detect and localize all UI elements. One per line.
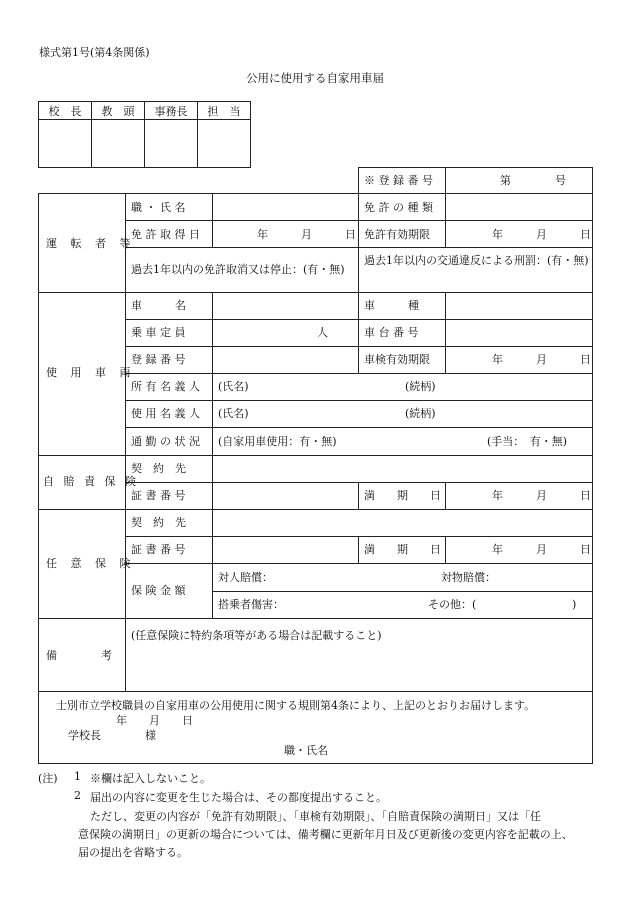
note-2-line-3: 意保険の満期日」の更新の場合については、備考欄に更新年月日及び更新後の変更内容を記載の上、 bbox=[78, 828, 573, 841]
declaration-text: 士別市立学校職員の自家用車の公用使用に関する規則第4条により、上記のとおりお届けします。 bbox=[56, 699, 536, 712]
compulsory-cert-label: 証 書 番 号 bbox=[131, 489, 186, 502]
license-expiry-value: 年 月 日 bbox=[492, 228, 591, 241]
commute-label: 通 勤 の 状 況 bbox=[131, 435, 200, 448]
registration-label: ※ 登 録 番 号 bbox=[364, 174, 433, 187]
voluntary-expiry-value: 年 月 日 bbox=[492, 543, 591, 556]
approval-vice-principal-label: 教 頭 bbox=[92, 102, 145, 120]
compulsory-contractor-field[interactable] bbox=[212, 455, 593, 483]
license-type-label: 免 許 の 種 類 bbox=[364, 201, 433, 214]
reg-no-label: 登 録 番 号 bbox=[131, 353, 186, 366]
note-1-number: 1 bbox=[74, 770, 81, 783]
user-field[interactable] bbox=[212, 400, 593, 428]
voluntary-cert-label: 証 書 番 号 bbox=[131, 543, 186, 556]
reg-no-field[interactable] bbox=[212, 346, 359, 374]
remarks-hint: (任意保険に特約条項等がある場合は記載すること) bbox=[131, 629, 382, 642]
voluntary-contractor-field[interactable] bbox=[212, 509, 593, 537]
stamp-box-principal[interactable] bbox=[39, 120, 92, 168]
violation-text: 過去1年以内の交通違反による刑罰：(有・無) bbox=[364, 254, 589, 267]
capacity-label: 乗 車 定 員 bbox=[131, 326, 186, 339]
user-name-prefix: (氏名) bbox=[218, 407, 249, 420]
stamp-box-vice-principal[interactable] bbox=[92, 120, 145, 168]
name-field[interactable] bbox=[212, 193, 359, 221]
chassis-field[interactable] bbox=[445, 319, 593, 347]
other-label: その他：( bbox=[428, 598, 477, 611]
compulsory-section-label: 自 賠 責 保 険 bbox=[43, 475, 139, 488]
other-close-paren: ) bbox=[572, 598, 577, 611]
voluntary-contractor-label: 契 約 先 bbox=[131, 516, 186, 529]
car-name-label: 車 名 bbox=[131, 299, 186, 312]
compulsory-contractor-label: 契 約 先 bbox=[131, 462, 186, 475]
passenger-injury-label: 搭乗者傷害： bbox=[218, 598, 284, 611]
car-name-field[interactable] bbox=[212, 292, 359, 320]
inspection-label: 車検有効期限 bbox=[364, 353, 430, 366]
driver-section-label: 運 転 者 等 bbox=[46, 237, 136, 250]
license-expiry-label: 免許有効期限 bbox=[364, 228, 430, 241]
car-type-label: 車 種 bbox=[364, 299, 419, 312]
owner-label: 所 有 名 義 人 bbox=[131, 380, 200, 393]
compulsory-expiry-label: 満 期 日 bbox=[364, 489, 441, 502]
license-date-value: 年 月 日 bbox=[257, 228, 356, 241]
allowance-value: (手当： 有・無) bbox=[487, 435, 568, 448]
declaration-date: 年 月 日 bbox=[116, 714, 193, 727]
approval-office-manager-label: 事務長 bbox=[145, 102, 198, 120]
capacity-field[interactable] bbox=[212, 319, 359, 347]
voluntary-section-label: 任 意 保 険 bbox=[46, 557, 136, 570]
registration-number-text: 第 号 bbox=[500, 174, 566, 187]
owner-field[interactable] bbox=[212, 373, 593, 401]
car-type-field[interactable] bbox=[445, 292, 593, 320]
stamp-box-staff[interactable] bbox=[198, 120, 251, 168]
declaration-signer: 職・氏名 bbox=[284, 744, 328, 757]
user-relation-prefix: (続柄) bbox=[405, 407, 436, 420]
compulsory-cert-field[interactable] bbox=[212, 482, 359, 510]
amount-label: 保 険 金 額 bbox=[131, 584, 186, 597]
revocation-text: 過去1年以内の免許取消又は停止：(有・無) bbox=[131, 263, 345, 276]
compulsory-expiry-value: 年 月 日 bbox=[492, 489, 591, 502]
vehicle-section-label: 使 用 車 両 bbox=[46, 366, 136, 379]
voluntary-cert-field[interactable] bbox=[212, 536, 359, 564]
note-2-line-4: 届の提出を省略する。 bbox=[78, 846, 188, 859]
note-2-text: 届出の内容に変更を生じた場合は、その都度提出すること。 bbox=[90, 791, 387, 804]
stamp-box-office-manager[interactable] bbox=[145, 120, 198, 168]
person-liability-label: 対人賠償： bbox=[218, 571, 273, 584]
form-number: 様式第1号(第4条関係) bbox=[39, 46, 150, 59]
property-liability-label: 対物賠償： bbox=[441, 571, 496, 584]
form-title: 公用に使用する自家用車届 bbox=[246, 71, 384, 85]
voluntary-expiry-label: 満 期 日 bbox=[364, 543, 441, 556]
name-label: 職 ・ 氏 名 bbox=[131, 201, 186, 214]
remarks-label: 備 考 bbox=[46, 649, 112, 662]
owner-relation-prefix: (続柄) bbox=[405, 380, 436, 393]
approval-principal-label: 校 長 bbox=[39, 102, 92, 120]
note-1-text: ※欄は記入しないこと。 bbox=[90, 772, 211, 785]
declaration-addressee: 学校長 様 bbox=[68, 729, 156, 742]
note-2-line-2: ただし、変更の内容が「免許有効期限」、「車検有効期限」、「自賠責保険の満期日」又は「任 bbox=[90, 810, 541, 823]
inspection-value: 年 月 日 bbox=[492, 353, 591, 366]
notes-prefix: (注) bbox=[38, 772, 58, 785]
capacity-unit: 人 bbox=[317, 326, 328, 339]
chassis-label: 車 台 番 号 bbox=[364, 326, 419, 339]
license-date-label: 免 許 取 得 日 bbox=[131, 228, 200, 241]
license-type-field[interactable] bbox=[445, 193, 593, 221]
approval-staff-label: 担 当 bbox=[198, 102, 251, 120]
note-2-number: 2 bbox=[74, 789, 81, 802]
user-label: 使 用 名 義 人 bbox=[131, 407, 200, 420]
commute-value: (自家用車使用：有・無) bbox=[218, 435, 337, 448]
owner-name-prefix: (氏名) bbox=[218, 380, 249, 393]
approval-stamp-table bbox=[38, 101, 251, 168]
